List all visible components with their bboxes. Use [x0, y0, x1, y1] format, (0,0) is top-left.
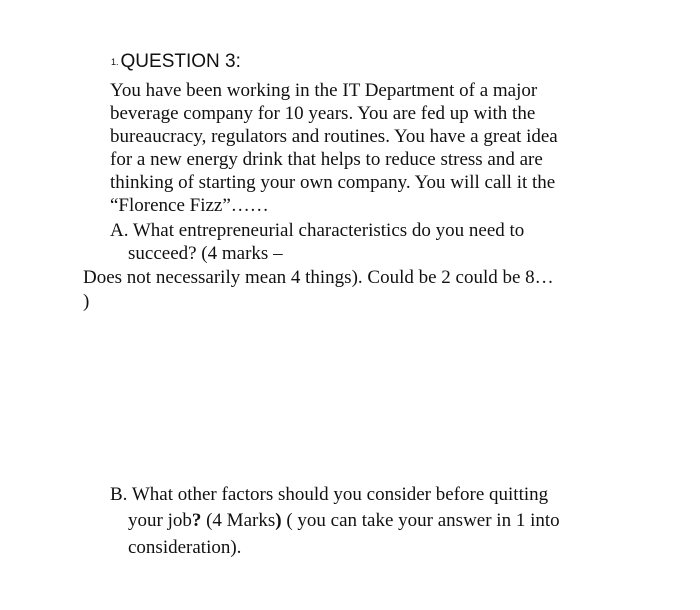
part-b-line	[128, 510, 560, 532]
part-b-line: consideration).	[128, 537, 242, 558]
part-a-line: Does not necessarily mean 4 things). Could be 2 could be 8…	[83, 267, 554, 288]
scenario-line: bureaucracy, regulators and routines. You have a great idea	[110, 126, 558, 147]
part-a-line: )	[83, 291, 90, 312]
part-b-line: B. What other factors should you consider before quitting	[110, 484, 549, 505]
part-b-bold-mark: ?	[191, 510, 202, 531]
question-heading	[111, 51, 241, 73]
part-b-bold-mark: )	[275, 510, 282, 531]
scenario-line: for a new energy drink that helps to reduce stress and are	[110, 149, 543, 170]
part-b-text: ( you can take your answer in 1 into	[281, 510, 560, 531]
part-b-text: your job	[128, 510, 192, 531]
part-b-text: (4 Marks	[201, 510, 276, 531]
scenario-line: beverage company for 10 years. You are fed up with the	[110, 103, 536, 124]
scenario-line: thinking of starting your own company. You will call it the	[110, 172, 556, 193]
part-a-line: succeed? (4 marks –	[128, 243, 283, 264]
question-number-marker: 1.	[111, 57, 119, 67]
question-title: QUESTION 3:	[120, 51, 241, 72]
scenario-line: You have been working in the IT Department of a major	[110, 80, 538, 101]
scenario-line: “Florence Fizz”……	[110, 195, 269, 216]
part-a-line: A. What entrepreneurial characteristics do you need to	[110, 220, 525, 241]
